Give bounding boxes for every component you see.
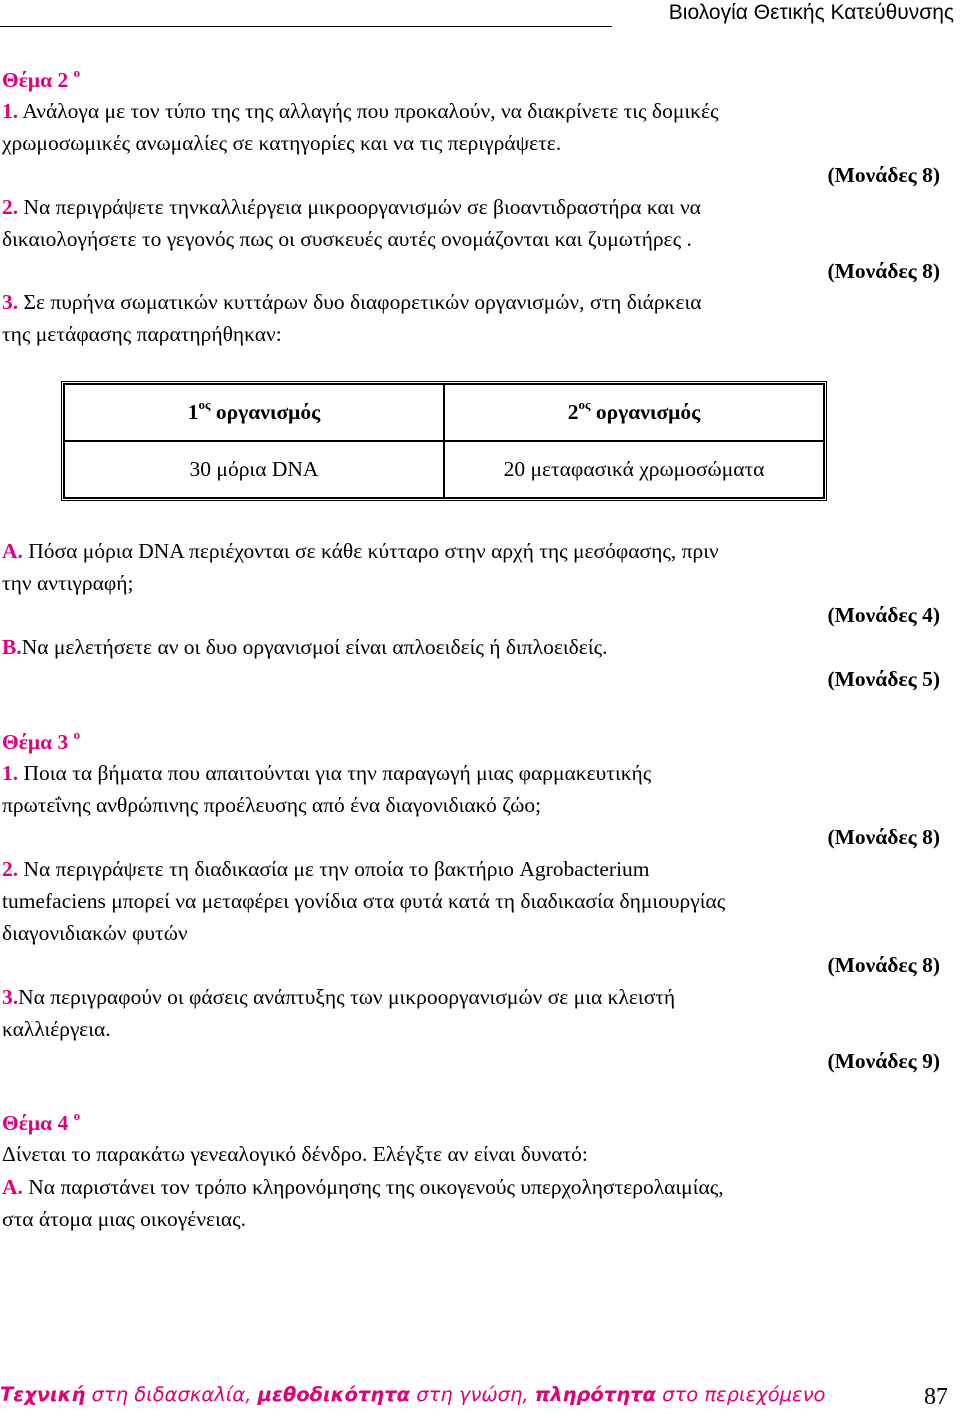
- page-footer: [0, 1383, 960, 1413]
- header-title: Βιολογία Θετικής Κατεύθυνσης: [668, 1, 954, 24]
- theme2-qA-points: (Μονάδες 4): [827, 603, 940, 627]
- org1-sup: ος: [198, 396, 211, 412]
- org2-num: 2: [567, 400, 579, 424]
- theme4-intro: Δίνεται το παρακάτω γενεαλογικό δένδρο. Ελέγξτε αν είναι δυνατό:: [2, 1142, 588, 1166]
- theme3-q2-number: 2.: [2, 857, 19, 881]
- theme2-qB-text1: Να μελετήσετε αν οι δυο οργανισμοί είναι απλοειδείς ή διπλοειδείς.: [21, 635, 608, 659]
- theme3-q2-points: (Μονάδες 8): [827, 953, 940, 977]
- theme4-heading-sup: ο: [73, 1107, 81, 1123]
- theme2-q1-text1: Ανάλογα με τον τύπο της της αλλαγής που προκαλούν, να διακρίνετε τις δομικές: [18, 99, 719, 123]
- theme2-heading: [2, 66, 80, 94]
- theme3-heading-sup: ο: [73, 726, 81, 742]
- theme3-q1-number: 1.: [2, 761, 19, 785]
- org1-label: οργανισμός: [210, 400, 321, 424]
- table-header-org2: [444, 384, 824, 441]
- theme2-q2-number: 2.: [2, 195, 19, 219]
- theme2-qA-label: Α.: [2, 539, 23, 563]
- theme3-q3-number: 3.: [2, 985, 19, 1009]
- theme4-heading: [2, 1109, 80, 1137]
- theme2-qB-points: (Μονάδες 5): [827, 667, 940, 691]
- theme2-q2-line1: [2, 193, 701, 221]
- theme2-q3-text1: Σε πυρήνα σωματικών κυττάρων δυο διαφορετικών οργανισμών, στη διάρκεια: [18, 290, 702, 314]
- theme3-q3-text1: Να περιγραφούν οι φάσεις ανάπτυξης των μικροοργανισμών σε μια κλειστή: [18, 985, 676, 1009]
- footer-word5: πληρότητα: [534, 1383, 656, 1406]
- table-header-org1: [64, 384, 444, 441]
- theme2-q2-points: (Μονάδες 8): [827, 259, 940, 283]
- theme2-qB-label: Β.: [2, 635, 22, 659]
- organisms-table: [61, 381, 827, 501]
- org1-num: 1: [187, 400, 199, 424]
- theme4-qA-text1: Να παριστάνει τον τρόπο κληρονόμησης της οικογενούς υπερχοληστερολαιμίας,: [22, 1175, 724, 1199]
- theme2-qA-line1: [2, 537, 719, 565]
- theme2-heading-text: Θέμα 2: [2, 68, 69, 92]
- org2-sup: ος: [578, 396, 591, 412]
- table-cell-org1: 30 μόρια DNA: [64, 441, 444, 498]
- theme2-q1-line1: [2, 97, 719, 125]
- footer-word3: μεθοδικότητα: [257, 1383, 411, 1406]
- theme2-q1-points: (Μονάδες 8): [827, 163, 940, 187]
- table-row: [64, 441, 824, 498]
- footer-word2: στη διδασκαλία,: [85, 1383, 258, 1406]
- theme3-heading: [2, 728, 80, 756]
- theme3-q3-points: (Μονάδες 9): [827, 1049, 940, 1073]
- theme2-qB-line1: [2, 633, 608, 661]
- theme2-qA-line2: την αντιγραφή;: [2, 571, 134, 595]
- theme2-q3-line2: της μετάφασης παρατηρήθηκαν:: [2, 322, 282, 346]
- theme2-qA-text1: Πόσα μόρια DNA περιέχονται σε κάθε κύτταρο στην αρχή της μεσόφασης, πριν: [22, 539, 719, 563]
- org2-label: οργανισμός: [590, 400, 701, 424]
- theme2-q3-number: 3.: [2, 290, 19, 314]
- footer-word1: Τεχνική: [0, 1383, 86, 1406]
- theme4-qA-line2: στα άτομα μιας οικογένειας.: [2, 1207, 247, 1231]
- theme3-q3-line2: καλλιέργεια.: [2, 1017, 111, 1041]
- theme2-q1-number: 1.: [2, 99, 19, 123]
- theme3-heading-text: Θέμα 3: [2, 730, 69, 754]
- theme3-q2-line2: tumefaciens μπορεί να μεταφέρει γονίδια στα φυτά κατά τη διαδικασία δημιουργίας: [2, 889, 726, 913]
- theme4-heading-text: Θέμα 4: [2, 1111, 69, 1135]
- theme4-qA-label: Α.: [2, 1175, 23, 1199]
- theme3-q1-line1: [2, 759, 651, 787]
- theme2-q1-line2: χρωμοσωμικές ανωμαλίες σε κατηγορίες και να τις περιγράψετε.: [2, 131, 562, 155]
- theme3-q2-line3: διαγονιδιακών φυτών: [2, 921, 188, 945]
- theme2-q3-line1: [2, 288, 702, 316]
- footer-word4: στη γνώση,: [410, 1383, 535, 1406]
- theme3-q2-text1: Να περιγράψετε τη διαδικασία με την οποία το βακτήριο Agrobacterium: [18, 857, 650, 881]
- table-header-row: [64, 384, 824, 441]
- page-number: 87: [924, 1384, 948, 1410]
- theme3-q1-line2: πρωτεΐνης ανθρώπινης προέλευσης από ένα διαγονιδιακό ζώο;: [2, 793, 542, 817]
- table-cell-org2: 20 μεταφασικά χρωμοσώματα: [444, 441, 824, 498]
- theme3-q3-line1: [2, 983, 675, 1011]
- theme2-q2-line2: δικαιολογήσετε το γεγονός πως οι συσκευές αυτές ονομάζονται και ζυμωτήρες .: [2, 227, 692, 251]
- page-header: [0, 0, 960, 40]
- header-rule: [0, 26, 612, 27]
- theme2-q2-text1: Να περιγράψετε τηνκαλλιέργεια μικροοργανισμών σε βιοαντιδραστήρα και να: [18, 195, 701, 219]
- theme2-heading-sup: ο: [73, 64, 81, 80]
- theme3-q1-text1: Ποια τα βήματα που απαιτούνται για την παραγωγή μιας φαρμακευτικής: [18, 761, 652, 785]
- footer-word6: στο περιεχόμενο: [655, 1383, 826, 1406]
- theme3-q2-line1: [2, 855, 650, 883]
- theme4-qA-line1: [2, 1173, 724, 1201]
- theme3-q1-points: (Μονάδες 8): [827, 825, 940, 849]
